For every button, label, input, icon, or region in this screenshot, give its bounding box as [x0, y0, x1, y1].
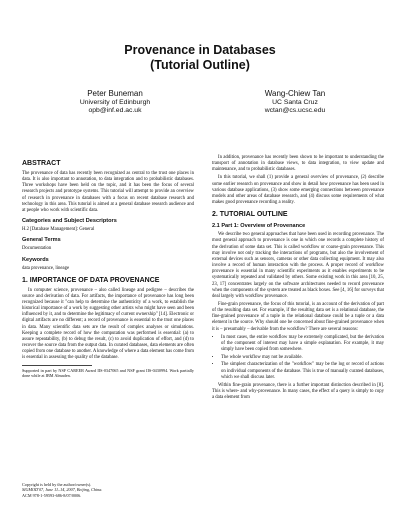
right-column	[212, 155, 384, 403]
title-line-2: (Tutorial Outline)	[150, 58, 250, 72]
abstract-text: The provenance of data has recently been recognized as central to the trust one places in data. It is also important to annotation, to data integration and to probabilistic databases. Three workshops have been held on the topic, and it has been the focus of several research projects and prototype systems. This tutorial will attempt to provide an overview of research in provenance in databases with a focus on recent database research and technology in this area. This tutorial is aimed at a general database research audience and at people who work with scientific data.	[22, 171, 194, 213]
footnote-text: Supported in part by NSF CAREER Award IIS-0347065 and NSF grant IIS-0430994. Work partially done while at IBM Almaden.	[22, 367, 194, 378]
left-column	[22, 155, 194, 378]
author-affiliation: UC Santa Cruz	[272, 98, 318, 106]
list-item: • The simplest characterization of the "workflow" may be the log or record of actions on individual components of the database. This is true of manually curated databases, which we shall discuss later.	[221, 362, 384, 380]
general-terms-text: Documentation	[22, 246, 52, 252]
section-2-1-heading: 2.1 Part 1: Overview of Provenance	[212, 223, 306, 230]
author-name: Wang-Chiew Tan	[264, 89, 326, 98]
section-2-1-paragraph-1: We describe two general approaches that have been used in recording provenance. The most general approach to provenance is one in which one records a complete history of the derivation of some data set. This is called workflow or coarse-grain provenance. This may involve not only tracking the interactions of programs, but also the involvement of external devices such as sensors, cameras or other data collecting equipment. It may also involve a record of human interaction with the process. A proper record of workflow provenance is essential in many scientific experiments as it enables experiments to be systematically repeated and validated by others. Some existing work in this area [10, 25, 23, 17] concentrates largely on the software architectures needed to record provenance when the components of the system are treated as black boxes. See [4, 16] for surveys that deal largely with workflow provenance.	[212, 232, 384, 299]
section-1-heading: 1. IMPORTANCE OF DATA PROVENANCE	[22, 276, 160, 284]
reasons-list	[212, 335, 384, 381]
footnote	[22, 365, 194, 379]
paper-title	[0, 43, 400, 73]
author-email: wctan@cs.ucsc.edu	[264, 106, 326, 114]
author-block-1	[30, 89, 200, 115]
title-line-1: Provenance in Databases	[124, 43, 276, 57]
categories-text: H.2 [Database Management]: General	[22, 227, 95, 233]
abstract-heading: ABSTRACT	[22, 160, 61, 167]
general-terms-heading: General Terms	[22, 237, 61, 244]
list-item: • The whole workflow may not be available.	[221, 355, 384, 361]
intro-paragraph-1: In addition, provenance has recently been shown to be important to understanding the transport of annotation in database views, to data integration, to view update and maintenance, and to probabilistic databases.	[212, 155, 384, 173]
list-item: • In most cases, the entire workflow may be extremely complicated, but the derivation of the component of interest may have a simple explanation. For example, it may simply have been copied from somewhere.	[221, 335, 384, 353]
copyright-line-2: SIGMOD'07, June 11–14, 2007, Beijing, China.	[22, 487, 103, 493]
intro-paragraph-2: In this tutorial, we shall (1) provide a general overview of provenance, (2) describe some earlier research on provenance and show in detail how provenance has been used in various database applications, (3) show some emerging connections between provenance models and other areas of database research, and (4) discuss some requirements of what makes good provenance recording a reality.	[212, 175, 384, 206]
keywords-heading: Keywords	[22, 256, 49, 263]
categories-heading: Categories and Subject Descriptors	[22, 218, 117, 225]
author-name: Peter Buneman	[87, 89, 143, 98]
copyright-line-3: ACM 978-1-59593-686-8/07/0006.	[22, 492, 82, 498]
copyright-notice	[22, 482, 194, 498]
author-email: opb@inf.ed.ac.uk	[88, 106, 142, 114]
author-block-2	[210, 89, 380, 115]
copyright-line-1: Copyright is held by the author/owner(s).	[22, 482, 92, 487]
author-affiliation: University of Edinburgh	[79, 98, 151, 106]
section-2-heading: 2. TUTORIAL OUTLINE	[212, 211, 288, 219]
section-2-1-paragraph-2: Fine-grain provenance, the focus of this tutorial, is an account of the derivation of part of the resulting data set. For example, if the resulting data set is a relational database, the fine-grained provenance of a tuple in the relational database could be a tuple or a data element in the source. Why should one be concerned about fine-grained provenance when it is – presumably – derivable from the workflow? There are several reasons:	[212, 301, 384, 332]
section-1-paragraph: In computer science, provenance – also called lineage and pedigree – describes the source and derivation of data. For artifacts, the importance of provenance has long been recognized because it "can help to determine the authenticity of a work, to establish the historical importance of a work by suggesting other artists who might have seen and been influenced by it, and to determine the legitimacy of current ownership" [14]. Electronic or digital artifacts are no different; a record of provenance is essential to the trust one places in data. Many scientific data sets are the result of complex analyses or simulations. Keeping a complete record of how the computation was performed is essential: (a) to assure repeatability, (b) to debug the result, (c) to avoid duplication of effort, and (d) to recover the source data from the output data. In curated databases, data elements are often copied from one database to another. A knowledge of where a data element has come from is essential in assessing the quality of the database.	[22, 287, 194, 361]
keywords-text: data provenance, lineage	[22, 265, 70, 271]
section-2-1-paragraph-3: Within fine-grain provenance, there is a further important distinction described in [8]. This is where- and why-provenance. In many cases, the effect of a query is simply to copy a data element from	[212, 382, 384, 401]
